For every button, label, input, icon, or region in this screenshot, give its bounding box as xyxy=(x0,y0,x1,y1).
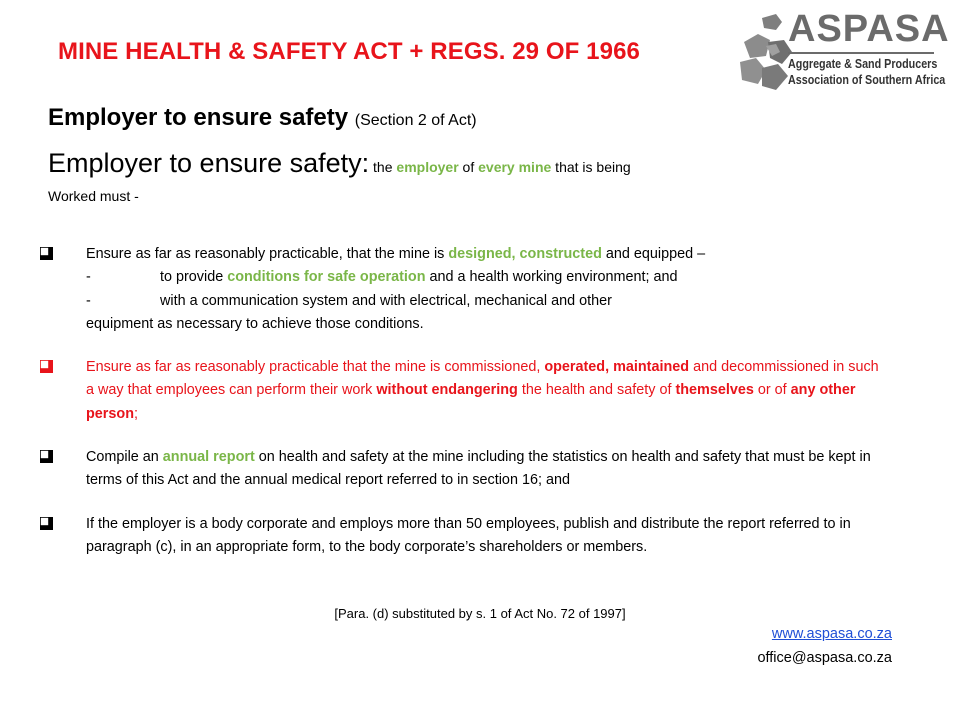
bullet-text: or of xyxy=(753,382,791,399)
checkbox-bullet-icon xyxy=(40,450,53,463)
sub-continuation: equipment as necessary to achieve those conditions. xyxy=(86,316,424,333)
checkbox-bullet-icon xyxy=(40,247,53,260)
bullet-highlight: designed, constructed xyxy=(448,246,602,262)
intro-text: of xyxy=(458,159,479,175)
intro-paragraph xyxy=(48,148,888,179)
bullet-text: If the employer is a body corporate and employs more than 50 employees, publish and distribute the report referred to in paragraph (c), in an appropriate form, to the body corporate’s shareholders or members. xyxy=(86,516,851,556)
bullet-text: and decommissioned in such a way that employees can perform their work xyxy=(86,359,879,399)
intro-every-mine: every mine xyxy=(478,159,552,175)
bullet-item xyxy=(40,513,890,560)
bullet-item xyxy=(40,446,890,493)
website-link[interactable]: www.aspasa.co.za xyxy=(771,626,892,642)
bullet-text: Compile an xyxy=(86,449,163,465)
sub-text: to provide xyxy=(160,269,228,286)
aspasa-logo xyxy=(736,8,950,96)
sub-dash: - xyxy=(86,269,91,286)
section-heading xyxy=(48,104,477,132)
bullet-item xyxy=(40,356,890,426)
section-heading-main: Employer to ensure safety xyxy=(48,104,349,131)
bullet-item xyxy=(40,243,890,337)
checkbox-bullet-icon xyxy=(40,360,53,373)
bullet-bold: without endangering xyxy=(376,382,518,399)
sub-highlight: conditions for safe operation xyxy=(227,269,426,286)
intro-lead: Employer to ensure safety: xyxy=(48,148,370,178)
amendment-note: [Para. (d) substituted by s. 1 of Act No. 72 of 1997] xyxy=(334,606,626,621)
bullet-text: and equipped – xyxy=(601,246,706,262)
bullet-text: Ensure as far as reasonably practicable, that the mine is xyxy=(86,246,449,262)
bullet-bold: operated, maintained xyxy=(544,359,690,375)
bullet-highlight: annual report xyxy=(162,449,255,465)
bullet-bold: themselves xyxy=(675,382,754,399)
bullet-bold: any other person xyxy=(86,382,856,422)
bullet-text: ; xyxy=(133,405,138,422)
sub-item xyxy=(86,290,890,313)
sub-text: with a communication system and with electrical, mechanical and other xyxy=(160,292,612,309)
logo-wordmark: ASPASA xyxy=(788,8,950,50)
intro-text: the xyxy=(369,159,397,175)
contact-email: office@aspasa.co.za xyxy=(757,650,892,666)
rocks-logo-icon xyxy=(736,12,796,96)
bullet-text: the health and safety of xyxy=(517,382,676,399)
logo-divider xyxy=(788,52,934,54)
bullet-text: Ensure as far as reasonably practicable that the mine is commissioned, xyxy=(86,359,545,375)
sub-dash: - xyxy=(86,292,91,309)
page-title: MINE HEALTH & SAFETY ACT + REGS. 29 OF 1966 xyxy=(58,38,640,65)
sub-text: and a health working environment; and xyxy=(425,269,678,286)
checkbox-bullet-icon xyxy=(40,517,53,530)
intro-text: that is being xyxy=(551,159,631,175)
logo-tagline-2: Association of Southern Africa xyxy=(788,73,946,87)
intro-employer: employer xyxy=(396,159,459,175)
sub-item xyxy=(86,266,890,289)
logo-tagline-1: Aggregate & Sand Producers xyxy=(788,57,938,71)
bullet-text: on health and safety at the mine including the statistics on health and safety that must be kept in terms of this Act and the annual medical report referred to in section 16; and xyxy=(86,449,871,489)
section-heading-note: (Section 2 of Act) xyxy=(354,112,477,129)
intro-line-2: Worked must - xyxy=(48,188,139,204)
